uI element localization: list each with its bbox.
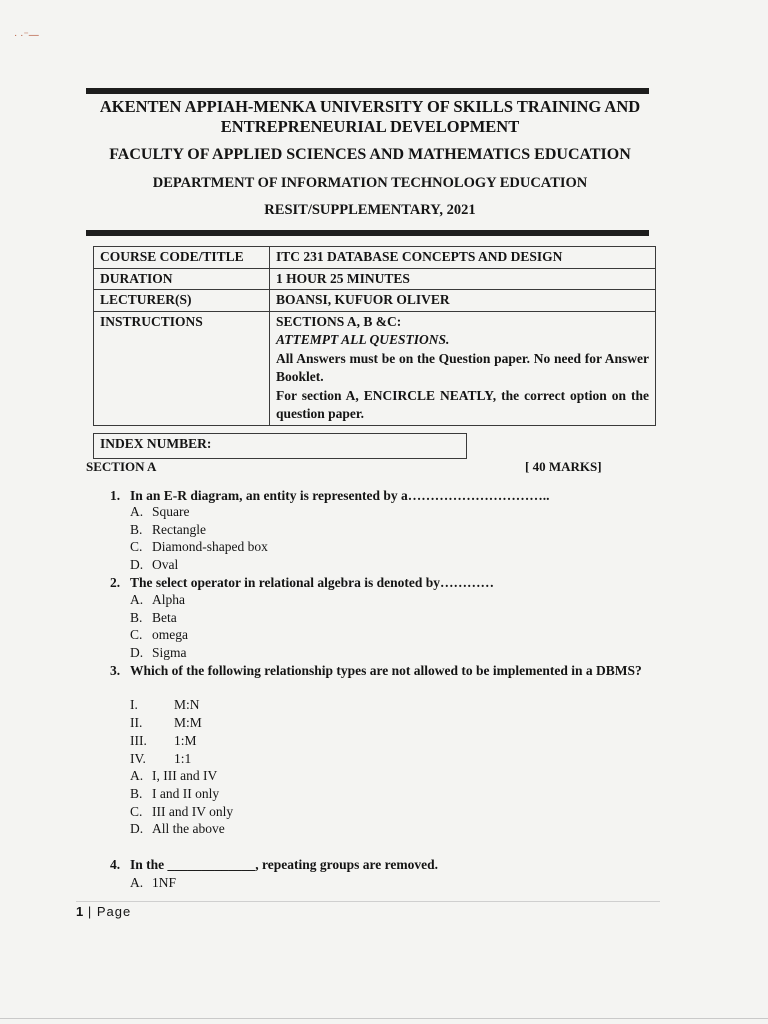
q3-option-c[interactable]: C. III and IV only [130, 804, 234, 819]
question-number: 3. [110, 663, 121, 678]
question-number: 1. [110, 488, 121, 503]
question-4 [110, 856, 660, 874]
header-rule-bottom [86, 230, 649, 236]
q2-option-d[interactable]: D. Sigma [130, 645, 187, 660]
q3-item-iii: III. 1:M [130, 733, 197, 748]
instr-answers: All Answers must be on the Question paper. No need for Answer Booklet. [276, 350, 649, 384]
table-row [94, 247, 656, 269]
page-word: | Page [87, 904, 132, 919]
question-text: In the _____________, repeating groups are removed. [130, 857, 438, 872]
q1-option-b[interactable]: B. Rectangle [130, 522, 206, 537]
question-text: Which of the following relationship types are not allowed to be implemented in a DBMS? [130, 663, 642, 678]
scan-edge-line [0, 1018, 768, 1019]
q2-option-b[interactable]: B. Beta [130, 610, 177, 625]
question-3 [110, 662, 660, 680]
header-rule-top [86, 88, 649, 94]
course-value: ITC 231 DATABASE CONCEPTS AND DESIGN [270, 247, 656, 269]
page-number: 1 [76, 904, 84, 919]
q3-item-i: I. M:N [130, 697, 200, 712]
q1-option-c[interactable]: C. Diamond-shaped box [130, 539, 268, 554]
index-number-label: INDEX NUMBER: [100, 436, 212, 451]
q3-option-a[interactable]: A. I, III and IV [130, 768, 218, 783]
university-name: AKENTEN APPIAH-MENKA UNIVERSITY OF SKILLS TRAINING AND ENTREPRENEURIAL DEVELOPMENT [99, 97, 641, 136]
page-footer [76, 904, 131, 919]
q3-item-ii: II. M:M [130, 715, 202, 730]
duration-value: 1 HOUR 25 MINUTES [270, 268, 656, 290]
question-number: 2. [110, 575, 121, 590]
instr-attempt: ATTEMPT ALL QUESTIONS. [276, 332, 450, 347]
q1-option-d[interactable]: D. Oval [130, 557, 179, 572]
question-2 [110, 574, 660, 592]
instr-encircle: For section A, ENCIRCLE NEATLY, the correct option on the question paper. [276, 387, 649, 421]
question-number: 4. [110, 857, 121, 872]
course-label: COURSE CODE/TITLE [94, 247, 270, 269]
question-text: The select operator in relational algebra is denoted by………… [130, 575, 494, 590]
question-text: In an E-R diagram, an entity is represented by a………………………….. [130, 488, 550, 503]
q2-option-c[interactable]: C. omega [130, 627, 188, 642]
index-number-field[interactable] [93, 433, 467, 459]
section-marks: [ 40 MARKS] [525, 459, 602, 474]
question-1 [110, 487, 660, 505]
exam-session: RESIT/SUPPLEMENTARY, 2021 [264, 202, 476, 218]
instructions-value [270, 311, 656, 425]
instructions-label: INSTRUCTIONS [94, 311, 270, 425]
lecturer-label: LECTURER(S) [94, 290, 270, 312]
department-name: DEPARTMENT OF INFORMATION TECHNOLOGY EDUCATION [152, 175, 588, 191]
lecturer-value: BOANSI, KUFUOR OLIVER [270, 290, 656, 312]
q3-option-b[interactable]: B. I and II only [130, 786, 220, 801]
q2-option-a[interactable]: A. Alpha [130, 592, 185, 607]
scan-mark: · ·⁻— [14, 30, 39, 41]
faculty-name: FACULTY OF APPLIED SCIENCES AND MATHEMATICS EDUCATION [109, 146, 631, 163]
duration-label: DURATION [94, 268, 270, 290]
table-row [94, 311, 656, 425]
table-row [94, 290, 656, 312]
section-title: SECTION A [86, 459, 157, 474]
course-info-table [93, 246, 656, 426]
footer-divider [76, 901, 660, 902]
q3-item-iv: IV. 1:1 [130, 751, 192, 766]
q1-option-a[interactable]: A. Square [130, 504, 190, 519]
instr-sections: SECTIONS A, B &C: [276, 313, 402, 329]
q4-option-a[interactable]: A. 1NF [130, 875, 177, 890]
table-row [94, 268, 656, 290]
q3-option-d[interactable]: D. All the above [130, 821, 225, 836]
